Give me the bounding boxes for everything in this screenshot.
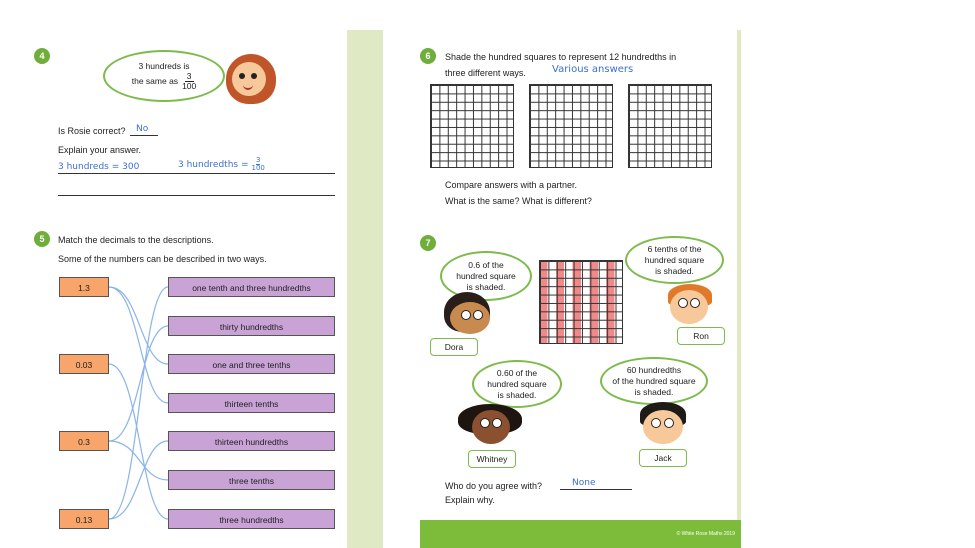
ron-bubble-line: is shaded. [655, 265, 694, 276]
shaded-grid-lines [539, 260, 623, 344]
q6-hand-answer: Various answers [552, 64, 634, 75]
q6-compare: Compare answers with a partner. [445, 180, 578, 190]
q5-number: 5 [34, 231, 50, 247]
q4-frac-num: 3 [186, 71, 192, 81]
q4-hand-frac-num: 3 [255, 156, 261, 164]
q4-bubble-line2: the same as [131, 76, 179, 86]
q5-instruction: Match the decimals to the descriptions. [58, 235, 214, 245]
ron-bubble-line: hundred square [644, 254, 705, 265]
whitney-bubble-line: hundred square [487, 378, 547, 389]
ron-face [670, 290, 708, 324]
name-whitney: Whitney [468, 450, 516, 468]
q4-explain: Explain your answer. [58, 145, 142, 155]
q4-number: 4 [34, 48, 50, 64]
jack-bubble-line: of the hundred square [612, 375, 696, 386]
q7-number: 7 [420, 235, 436, 251]
q7-question: Who do you agree with? [445, 481, 543, 491]
jack-eye-left [651, 418, 661, 428]
hundred-square-1[interactable] [430, 84, 514, 168]
name-ron: Ron [677, 327, 725, 345]
whitney-eye-right [492, 418, 502, 428]
q5-matching-lines [0, 0, 350, 548]
description-box[interactable]: thirteen hundredths [168, 431, 335, 451]
name-dora: Dora [430, 338, 478, 356]
hundred-square-2[interactable] [529, 84, 613, 168]
dora-bubble-line: hundred square [456, 270, 516, 281]
q6-line2: three different ways. [445, 68, 526, 78]
page-footer-bar [420, 520, 741, 548]
jack-bubble-line: 60 hundredths [626, 364, 682, 375]
description-box[interactable]: one and three tenths [168, 354, 335, 374]
q7-answer: None [572, 478, 596, 488]
whitney-face [472, 410, 510, 444]
decimal-box[interactable]: 0.03 [59, 354, 109, 374]
ron-eye-right [690, 298, 700, 308]
footer-copyright: © White Rose Maths 2019 [676, 531, 735, 537]
description-box[interactable]: one tenth and three hundredths [168, 277, 335, 297]
hundred-square-3[interactable] [628, 84, 712, 168]
whitney-speech-bubble [472, 360, 562, 408]
whitney-eye-left [480, 418, 490, 428]
q4-frac-den: 100 [182, 81, 197, 91]
dora-eye-left [461, 310, 471, 320]
right-page-edge [737, 30, 741, 548]
q4-question: Is Rosie correct? [58, 126, 126, 136]
ron-eye-left [678, 298, 688, 308]
match-line [109, 441, 168, 480]
q6-number: 6 [420, 48, 436, 64]
whitney-bubble-line: 0.60 of the [496, 367, 538, 378]
match-line [109, 441, 168, 519]
description-box[interactable]: thirteen tenths [168, 393, 335, 413]
decimal-box[interactable]: 0.3 [59, 431, 109, 451]
description-box[interactable]: thirty hundredths [168, 316, 335, 336]
jack-eye-right [664, 418, 674, 428]
q4-bubble-line1: 3 hundreds is [138, 61, 190, 71]
shaded-hundred-square [539, 260, 623, 344]
jack-bubble-line: is shaded. [634, 386, 674, 397]
q7-answer-line [560, 489, 632, 490]
dora-bubble-line: 0.6 of the [468, 259, 504, 270]
match-line [109, 287, 168, 364]
dora-eye-right [473, 310, 483, 320]
ron-speech-bubble [625, 236, 724, 284]
q4-hand-right-text: 3 hundredths = [178, 159, 249, 170]
jack-speech-bubble [600, 357, 708, 405]
dora-bubble-line: is shaded. [466, 281, 506, 292]
q6-same-diff: What is the same? What is different? [445, 196, 592, 206]
name-jack: Jack [639, 449, 687, 467]
q5-note: Some of the numbers can be described in two ways. [58, 254, 267, 264]
match-line [109, 326, 168, 441]
whitney-bubble-line: is shaded. [497, 389, 537, 400]
q4-hand-frac-den: 100 [251, 164, 265, 172]
q7-explain: Explain why. [445, 495, 495, 505]
description-box[interactable]: three tenths [168, 470, 335, 490]
q4-hand-left: 3 hundreds = 300 [58, 162, 140, 172]
q6-line1: Shade the hundred squares to represent 12 hundredths in [445, 52, 677, 62]
dora-speech-bubble [440, 251, 532, 301]
q4-answer: No [136, 124, 149, 134]
ron-bubble-line: 6 tenths of the [647, 243, 702, 254]
decimal-box[interactable]: 0.13 [59, 509, 109, 529]
decimal-box[interactable]: 1.3 [59, 277, 109, 297]
page-divider [347, 30, 383, 548]
description-box[interactable]: three hundredths [168, 509, 335, 529]
jack-face [643, 410, 683, 444]
